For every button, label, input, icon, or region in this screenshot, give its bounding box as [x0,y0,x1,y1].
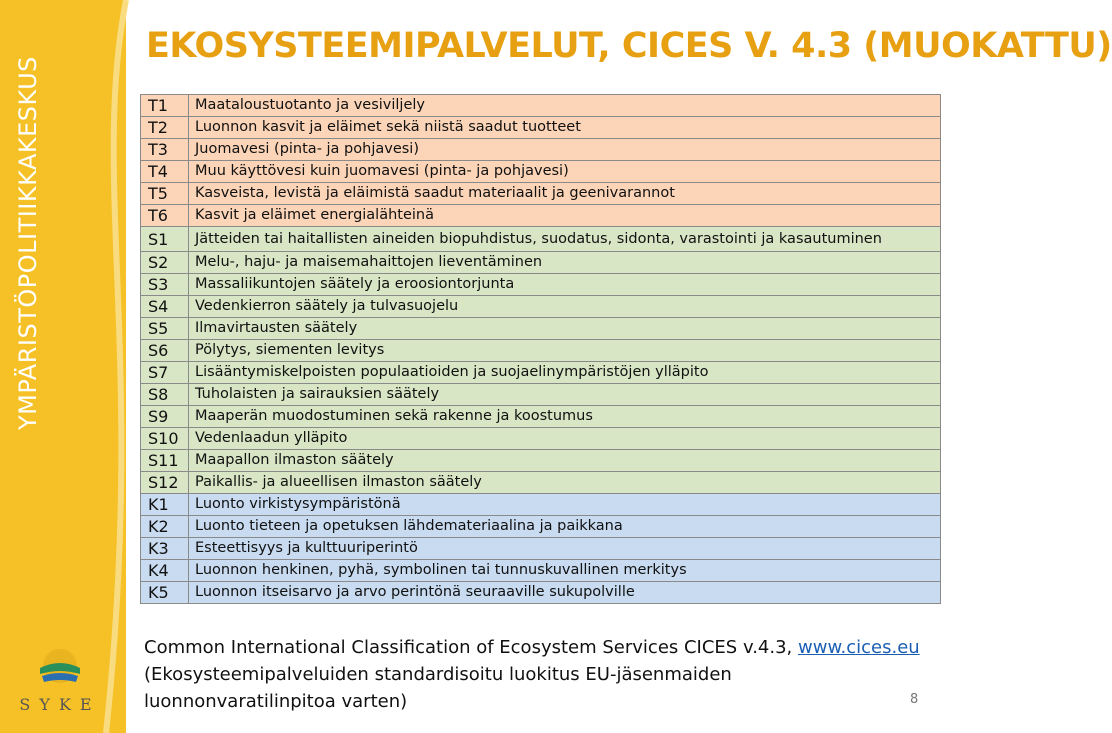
service-description: Jätteiden tai haitallisten aineiden biopuhdistus, suodatus, sidonta, varastointi ja kasautuminen [189,227,941,252]
service-description: Esteettisyys ja kulttuuriperintö [189,538,941,560]
service-description: Lisääntymiskelpoisten populaatioiden ja suojaelinympäristöjen ylläpito [189,362,941,384]
table-row [141,117,941,139]
service-description: Luonnon itseisarvo ja arvo perintönä seuraaville sukupolville [189,582,941,604]
table-row [141,406,941,428]
cices-link[interactable]: www.cices.eu [798,637,920,658]
table-row [141,95,941,117]
table-row [141,340,941,362]
service-description: Melu-, haju- ja maisemahaittojen lieventäminen [189,252,941,274]
table-row [141,252,941,274]
table-row [141,274,941,296]
footer-line2: (Ekosysteemipalveluiden standardisoitu luokitus EU-jäsenmaiden luonnonvaratilinpitoa varten) [144,664,732,712]
service-description: Massaliikuntojen säätely ja eroosiontorjunta [189,274,941,296]
service-code: K2 [141,516,189,538]
service-description: Paikallis- ja alueellisen ilmaston säätely [189,472,941,494]
service-code: S2 [141,252,189,274]
service-description: Luonnon kasvit ja eläimet sekä niistä saadut tuotteet [189,117,941,139]
table-row [141,161,941,183]
syke-logo-text: SYKE [19,695,101,714]
table-row [141,296,941,318]
table-row [141,516,941,538]
service-description: Kasveista, levistä ja eläimistä saadut materiaalit ja geenivarannot [189,183,941,205]
service-code: S9 [141,406,189,428]
service-description: Luonnon henkinen, pyhä, symbolinen tai tunnuskuvallinen merkitys [189,560,941,582]
service-code: S3 [141,274,189,296]
table-row [141,205,941,227]
service-code: T6 [141,205,189,227]
service-description: Ilmavirtausten säätely [189,318,941,340]
service-code: T1 [141,95,189,117]
service-description: Vedenlaadun ylläpito [189,428,941,450]
service-description: Maaperän muodostuminen sekä rakenne ja koostumus [189,406,941,428]
service-code: K1 [141,494,189,516]
service-code: S8 [141,384,189,406]
service-description: Vedenkierron säätely ja tulvasuojelu [189,296,941,318]
service-description: Juomavesi (pinta- ja pohjavesi) [189,139,941,161]
service-description: Luonto tieteen ja opetuksen lähdemateriaalina ja paikkana [189,516,941,538]
service-code: T4 [141,161,189,183]
table-row [141,450,941,472]
service-code: S6 [141,340,189,362]
service-code: S10 [141,428,189,450]
page-title: EKOSYSTEEMIPALVELUT, CICES V. 4.3 (MUOKATTU) [146,26,1112,66]
table-row [141,362,941,384]
table-row [141,472,941,494]
table-row [141,183,941,205]
service-code: K5 [141,582,189,604]
service-code: S7 [141,362,189,384]
service-code: T5 [141,183,189,205]
service-description: Maapallon ilmaston säätely [189,450,941,472]
service-description: Maataloustuotanto ja vesiviljely [189,95,941,117]
service-description: Tuholaisten ja sairauksien säätely [189,384,941,406]
service-description: Pölytys, siementen levitys [189,340,941,362]
services-table [140,94,941,604]
table-row [141,582,941,604]
service-code: K4 [141,560,189,582]
page-number: 8 [910,692,919,707]
table-row [141,538,941,560]
sidebar-org-name: YMPÄRISTÖPOLITIIKKAKESKUS [14,56,42,430]
service-code: S1 [141,227,189,252]
table-row [141,139,941,161]
service-code: T2 [141,117,189,139]
syke-emblem-icon [18,640,118,720]
service-description: Kasvit ja eläimet energialähteinä [189,205,941,227]
table-row [141,384,941,406]
service-code: S4 [141,296,189,318]
service-code: K3 [141,538,189,560]
service-code: S12 [141,472,189,494]
footer-text [144,634,924,715]
service-code: S11 [141,450,189,472]
syke-logo [18,640,118,720]
table-row [141,560,941,582]
table-row [141,494,941,516]
service-description: Muu käyttövesi kuin juomavesi (pinta- ja pohjavesi) [189,161,941,183]
footer-line1: Common International Classification of Ecosystem Services CICES v.4.3, [144,637,799,658]
service-code: S5 [141,318,189,340]
table-row [141,428,941,450]
service-description: Luonto virkistysympäristönä [189,494,941,516]
table-row [141,227,941,252]
table-row [141,318,941,340]
service-code: T3 [141,139,189,161]
